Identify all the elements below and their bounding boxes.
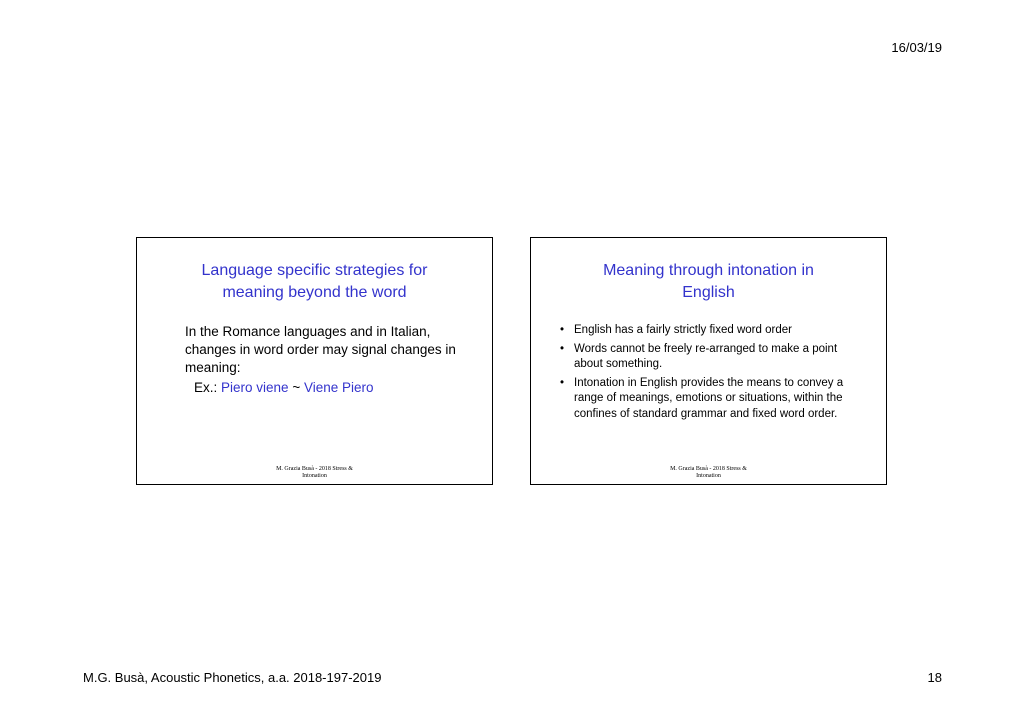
bullet-text: Intonation in English provides the means to convey a range of meanings, emotions or situations, within the confines of standard grammar and fixed word order. [574, 376, 844, 420]
page-number: 18 [927, 670, 942, 685]
bullet-text: English has a fairly strictly fixed word order [574, 324, 792, 336]
bullet-icon: • [560, 342, 565, 355]
page-date: 16/03/19 [891, 40, 942, 55]
bullet-icon: • [560, 376, 565, 389]
slide-title-line: Language specific strategies for [201, 262, 428, 279]
slide-title-line: meaning beyond the word [222, 284, 407, 301]
slide-footer-line: M. Grazia Busà - 2018 Stress & [670, 466, 747, 472]
bullet-item [559, 342, 862, 373]
bullet-item [559, 323, 862, 339]
body-paragraph: In the Romance languages and in Italian, changes in word order may signal changes in meaning: [185, 324, 456, 375]
slide-title-line: English [682, 284, 735, 301]
slide-footer [137, 466, 492, 480]
bullet-item [559, 376, 862, 423]
example-phrase-1: Piero viene [221, 380, 289, 395]
example-line [185, 379, 472, 397]
example-prefix: Ex.: [194, 380, 222, 395]
bullet-text: Words cannot be freely re-arranged to make a point about something. [574, 342, 838, 370]
slide-thumbnail-2 [530, 237, 887, 485]
page-footer: M.G. Busà, Acoustic Phonetics, a.a. 2018-197-2019 [83, 670, 382, 685]
bullet-icon: • [560, 324, 565, 336]
example-phrase-2: Viene Piero [303, 380, 374, 395]
slide-footer-line: Intonation [696, 473, 721, 479]
slide-thumbnail-1 [136, 237, 493, 485]
slide-body [185, 323, 472, 397]
slide-footer-line: Intonation [302, 473, 327, 479]
slide-footer-line: M. Grazia Busà - 2018 Stress & [276, 466, 353, 472]
slide-title [531, 260, 886, 304]
example-separator: ~ [288, 380, 304, 395]
slide-footer [531, 466, 886, 480]
slide-title [137, 260, 492, 304]
bullet-list [559, 323, 862, 425]
slide-title-line: Meaning through intonation in [603, 262, 814, 279]
